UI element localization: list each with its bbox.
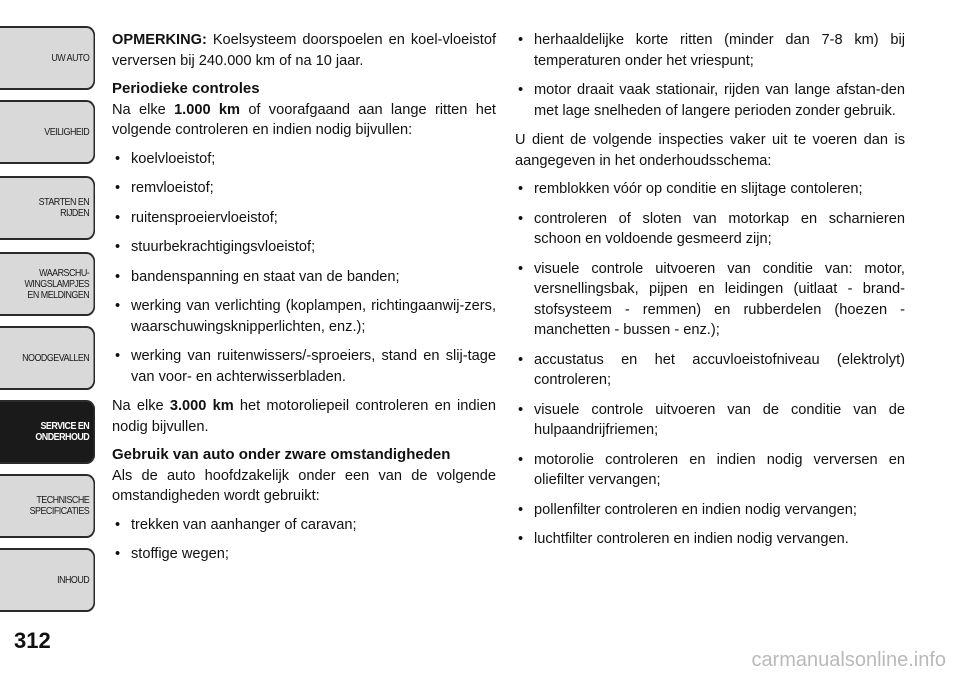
inspect-list <box>515 179 905 550</box>
list-item: • remvloeistof; <box>112 178 496 199</box>
inspect-intro: U dient de volgende inspecties vaker uit te voeren dan is aangegeven in het onderhoudsschema: <box>515 132 905 169</box>
periodic-list <box>112 149 496 388</box>
left-column <box>112 30 496 574</box>
list-item: • ruitensproeiervloeistof; <box>112 208 496 229</box>
heavy-list <box>112 515 496 565</box>
tab-noodgevallen[interactable]: NOODGEVALLEN <box>0 326 95 390</box>
periodic-heading: Periodieke controles <box>112 80 260 97</box>
tab-inhoud[interactable]: INHOUD <box>0 548 95 612</box>
watermark: carmanualsonline.info <box>751 649 946 671</box>
list-item: • visuele controle uitvoeren van de conditie van de hulpaandrijfriemen; <box>515 400 905 441</box>
list-item: • luchtfilter controleren en indien nodig vervangen. <box>515 529 905 550</box>
list-item: • controleren of sloten van motorkap en scharnieren schoon en voldoende gesmeerd zijn; <box>515 209 905 250</box>
tab-waarschuwingslampjes[interactable]: WAARSCHU- WINGSLAMPJES EN MELDINGEN <box>0 252 95 316</box>
tab-veiligheid[interactable]: VEILIGHEID <box>0 100 95 164</box>
list-item: • pollenfilter controleren en indien nodig vervangen; <box>515 500 905 521</box>
periodic-km: 1.000 km <box>174 101 240 118</box>
heavy-intro: Als de auto hoofdzakelijk onder een van de volgende omstandigheden wordt gebruikt: <box>112 467 496 504</box>
right-column <box>515 30 905 559</box>
tab-technische-specificaties[interactable]: TECHNISCHE SPECIFICATIES <box>0 474 95 538</box>
list-item: • motor draait vaak stationair, rijden van lange afstan-den met lage snelheden of langere perioden zonder gebruik. <box>515 80 905 121</box>
periodic-intro: Na elke 1.000 km of voorafgaand aan lange ritten het volgende controleren en indien nodig bijvullen: <box>112 101 496 138</box>
oil-paragraph: Na elke 3.000 km het motoroliepeil controleren en indien nodig bijvullen. <box>112 398 496 435</box>
list-item: • werking van ruitenwissers/-sproeiers, stand en slij-tage van voor- en achterwisserbladen. <box>112 346 496 387</box>
heavy-heading: Gebruik van auto onder zware omstandigheden <box>112 446 451 463</box>
note-label: OPMERKING: <box>112 32 207 48</box>
page-number: 312 <box>14 628 51 653</box>
list-item: • werking van verlichting (koplampen, richtingaanwij-zers, waarschuwingsknipperlichten, enz.); <box>112 296 496 337</box>
list-item: • remblokken vóór op conditie en slijtage contoleren; <box>515 179 905 200</box>
note-paragraph <box>112 30 496 71</box>
list-item: • visuele controle uitvoeren van conditie van: motor, versnellingsbak, pijpen en leidingen (uitlaat - brand-stofsysteem - remmen) en rubberdelen (hoezen - manchetten - bussen - enz.); <box>515 259 905 341</box>
list-item: • koelvloeistof; <box>112 149 496 170</box>
list-item: • accustatus en het accuvloeistofniveau (elektrolyt) controleren; <box>515 350 905 391</box>
tab-service-en-onderhoud[interactable]: SERVICE EN ONDERHOUD <box>0 400 95 464</box>
list-item: • trekken van aanhanger of caravan; <box>112 515 496 536</box>
tab-uw-auto[interactable]: UW AUTO <box>0 26 95 90</box>
list-item: • stuurbekrachtigingsvloeistof; <box>112 237 496 258</box>
note-text: Koelsysteem doorspoelen en koel-vloeistof verversen bij 240.000 km of na 10 jaar. <box>112 32 496 69</box>
list-item: • stoffige wegen; <box>112 544 496 565</box>
list-item: • motorolie controleren en indien nodig verversen en oliefilter vervangen; <box>515 450 905 491</box>
oil-km: 3.000 km <box>169 398 234 414</box>
tab-starten-en-rijden[interactable]: STARTEN EN RIJDEN <box>0 176 95 240</box>
list-item: • bandenspanning en staat van de banden; <box>112 267 496 288</box>
heavy-list-continued <box>515 30 905 121</box>
list-item: • herhaaldelijke korte ritten (minder dan 7-8 km) bij temperaturen onder het vriespunt; <box>515 30 905 71</box>
